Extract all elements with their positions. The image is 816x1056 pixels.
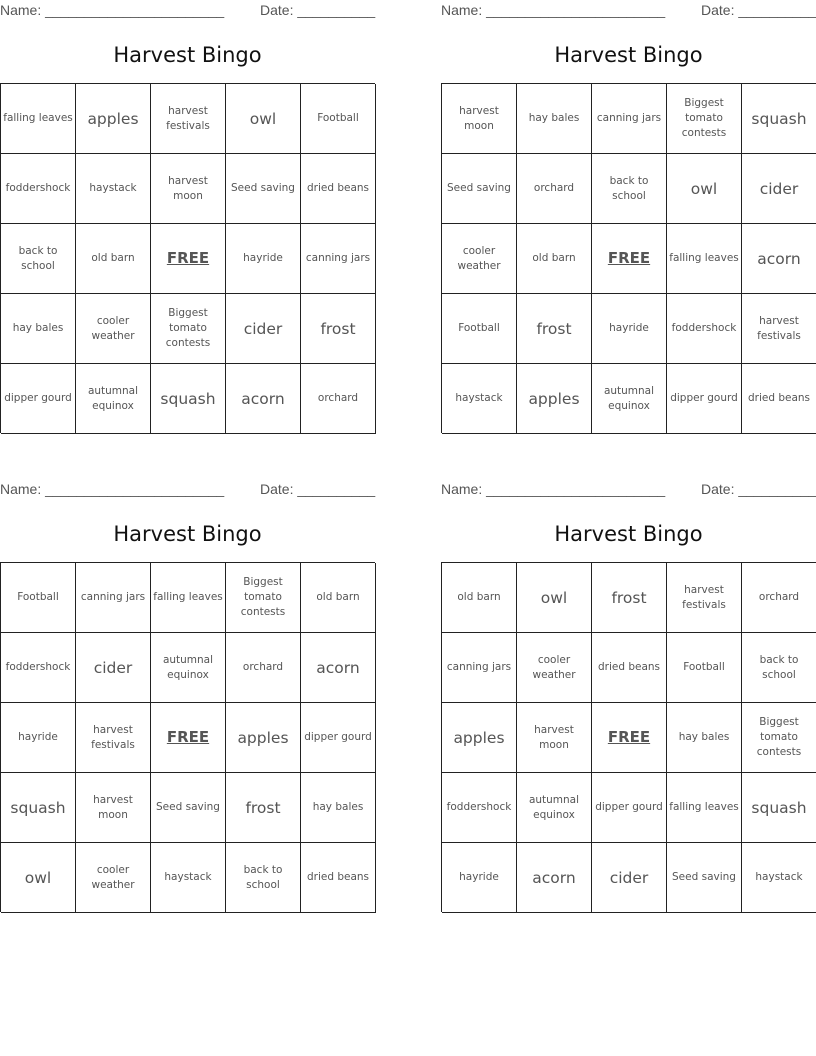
bingo-cell: Biggest tomato contests bbox=[742, 703, 816, 773]
date-field-label: Date: __________ bbox=[260, 481, 376, 497]
bingo-cell: harvest moon bbox=[151, 154, 226, 224]
bingo-cell: foddershock bbox=[1, 154, 76, 224]
bingo-cell: Seed saving bbox=[667, 843, 742, 913]
bingo-cell: falling leaves bbox=[667, 224, 742, 294]
bingo-cell: Football bbox=[1, 563, 76, 633]
name-field-label: Name: _______________________ bbox=[441, 481, 666, 497]
name-field-label: Name: _______________________ bbox=[441, 2, 666, 18]
bingo-cell: hay bales bbox=[517, 84, 592, 154]
bingo-cell: cooler weather bbox=[76, 843, 151, 913]
bingo-cell: dried beans bbox=[301, 843, 376, 913]
bingo-cell: frost bbox=[226, 773, 301, 843]
bingo-cell: owl bbox=[1, 843, 76, 913]
bingo-cell: Biggest tomato contests bbox=[667, 84, 742, 154]
name-field-label: Name: _______________________ bbox=[0, 2, 225, 18]
bingo-cell: cooler weather bbox=[517, 633, 592, 703]
bingo-cell: old barn bbox=[301, 563, 376, 633]
bingo-cell: harvest festivals bbox=[151, 84, 226, 154]
bingo-cell: back to school bbox=[592, 154, 667, 224]
bingo-cell: Football bbox=[301, 84, 376, 154]
date-field-label: Date: __________ bbox=[701, 481, 816, 497]
bingo-cell: dried beans bbox=[742, 364, 816, 434]
bingo-cell: cooler weather bbox=[76, 294, 151, 364]
bingo-cell: old barn bbox=[442, 563, 517, 633]
bingo-cell: autumnal equinox bbox=[592, 364, 667, 434]
bingo-cell: foddershock bbox=[442, 773, 517, 843]
bingo-cell: acorn bbox=[301, 633, 376, 703]
bingo-cell: old barn bbox=[517, 224, 592, 294]
bingo-cell: orchard bbox=[301, 364, 376, 434]
bingo-cell: orchard bbox=[517, 154, 592, 224]
bingo-cell: haystack bbox=[76, 154, 151, 224]
bingo-grid bbox=[441, 562, 816, 912]
card-title: Harvest Bingo bbox=[554, 522, 703, 546]
bingo-cell: cider bbox=[226, 294, 301, 364]
bingo-cell: haystack bbox=[151, 843, 226, 913]
free-space-cell: FREE bbox=[151, 224, 226, 294]
bingo-cell: haystack bbox=[742, 843, 816, 913]
bingo-cell: squash bbox=[1, 773, 76, 843]
bingo-cell: apples bbox=[442, 703, 517, 773]
bingo-cell: autumnal equinox bbox=[151, 633, 226, 703]
bingo-cell: acorn bbox=[226, 364, 301, 434]
free-space-cell: FREE bbox=[151, 703, 226, 773]
bingo-cell: dipper gourd bbox=[1, 364, 76, 434]
bingo-cell: apples bbox=[76, 84, 151, 154]
bingo-card-2 bbox=[441, 0, 816, 440]
bingo-cell: frost bbox=[592, 563, 667, 633]
card-title: Harvest Bingo bbox=[554, 43, 703, 67]
bingo-cell: canning jars bbox=[301, 224, 376, 294]
bingo-cell: squash bbox=[151, 364, 226, 434]
bingo-cell: Biggest tomato contests bbox=[226, 563, 301, 633]
free-space-cell: FREE bbox=[592, 703, 667, 773]
bingo-cell: old barn bbox=[76, 224, 151, 294]
bingo-cell: acorn bbox=[742, 224, 816, 294]
date-field-label: Date: __________ bbox=[701, 2, 816, 18]
bingo-cell: falling leaves bbox=[151, 563, 226, 633]
bingo-cell: canning jars bbox=[592, 84, 667, 154]
bingo-cell: falling leaves bbox=[667, 773, 742, 843]
bingo-cell: apples bbox=[517, 364, 592, 434]
bingo-cell: owl bbox=[667, 154, 742, 224]
bingo-cell: canning jars bbox=[76, 563, 151, 633]
bingo-cell: dipper gourd bbox=[592, 773, 667, 843]
bingo-card-4 bbox=[441, 479, 816, 919]
bingo-cell: owl bbox=[226, 84, 301, 154]
card-title: Harvest Bingo bbox=[113, 43, 262, 67]
bingo-cell: hayride bbox=[442, 843, 517, 913]
bingo-cell: frost bbox=[517, 294, 592, 364]
bingo-cell: back to school bbox=[742, 633, 816, 703]
bingo-cell: owl bbox=[517, 563, 592, 633]
bingo-cell: harvest festivals bbox=[76, 703, 151, 773]
bingo-cell: harvest festivals bbox=[742, 294, 816, 364]
bingo-cell: hay bales bbox=[667, 703, 742, 773]
bingo-cell: autumnal equinox bbox=[76, 364, 151, 434]
bingo-cell: Seed saving bbox=[442, 154, 517, 224]
bingo-cell: hay bales bbox=[301, 773, 376, 843]
card-title: Harvest Bingo bbox=[113, 522, 262, 546]
bingo-cell: dried beans bbox=[301, 154, 376, 224]
bingo-cell: foddershock bbox=[667, 294, 742, 364]
bingo-cell: Seed saving bbox=[226, 154, 301, 224]
bingo-cell: apples bbox=[226, 703, 301, 773]
bingo-cell: orchard bbox=[226, 633, 301, 703]
bingo-cell: harvest festivals bbox=[667, 563, 742, 633]
bingo-cell: Football bbox=[442, 294, 517, 364]
bingo-cell: hay bales bbox=[1, 294, 76, 364]
bingo-cell: harvest moon bbox=[442, 84, 517, 154]
bingo-cell: back to school bbox=[226, 843, 301, 913]
bingo-grid bbox=[0, 562, 375, 912]
bingo-grid bbox=[441, 83, 816, 433]
bingo-cell: hayride bbox=[226, 224, 301, 294]
bingo-grid bbox=[0, 83, 375, 433]
bingo-cell: cider bbox=[76, 633, 151, 703]
name-field-label: Name: _______________________ bbox=[0, 481, 225, 497]
bingo-cell: haystack bbox=[442, 364, 517, 434]
bingo-cell: Seed saving bbox=[151, 773, 226, 843]
bingo-cell: squash bbox=[742, 84, 816, 154]
bingo-cell: harvest moon bbox=[76, 773, 151, 843]
free-space-cell: FREE bbox=[592, 224, 667, 294]
bingo-cell: Football bbox=[667, 633, 742, 703]
bingo-cell: dried beans bbox=[592, 633, 667, 703]
bingo-cell: cooler weather bbox=[442, 224, 517, 294]
bingo-cell: back to school bbox=[1, 224, 76, 294]
bingo-cell: dipper gourd bbox=[667, 364, 742, 434]
bingo-cell: falling leaves bbox=[1, 84, 76, 154]
bingo-card-3 bbox=[0, 479, 375, 919]
bingo-cell: dipper gourd bbox=[301, 703, 376, 773]
bingo-cell: autumnal equinox bbox=[517, 773, 592, 843]
bingo-cell: acorn bbox=[517, 843, 592, 913]
bingo-cell: hayride bbox=[1, 703, 76, 773]
date-field-label: Date: __________ bbox=[260, 2, 376, 18]
bingo-cell: foddershock bbox=[1, 633, 76, 703]
bingo-cell: harvest moon bbox=[517, 703, 592, 773]
bingo-cell: cider bbox=[742, 154, 816, 224]
bingo-card-1 bbox=[0, 0, 375, 440]
bingo-cell: orchard bbox=[742, 563, 816, 633]
bingo-cell: squash bbox=[742, 773, 816, 843]
bingo-cell: frost bbox=[301, 294, 376, 364]
bingo-cell: hayride bbox=[592, 294, 667, 364]
bingo-cell: cider bbox=[592, 843, 667, 913]
bingo-cell: canning jars bbox=[442, 633, 517, 703]
bingo-cell: Biggest tomato contests bbox=[151, 294, 226, 364]
